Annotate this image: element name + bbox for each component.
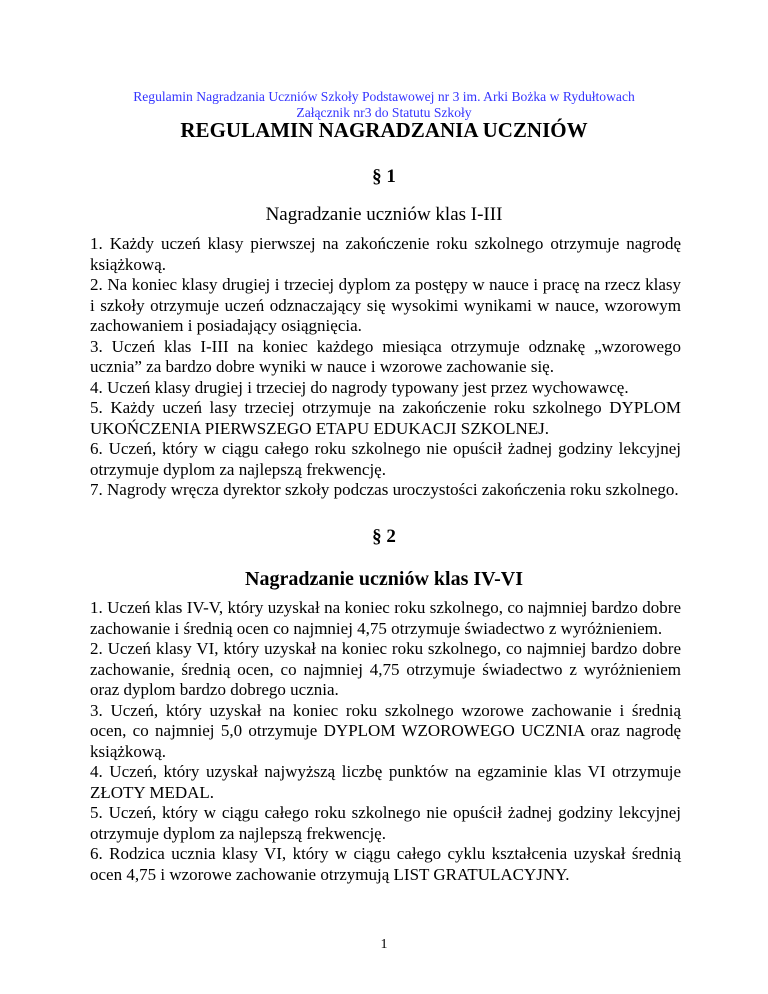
list-item: 5. Każdy uczeń lasy trzeciej otrzymuje na zakończenie roku szkolnego DYPLOM UKOŃCZENIA PIERWSZEGO ETAPU EDUKACJI SZKOLNEJ. <box>90 398 681 438</box>
section-1-heading: Nagradzanie uczniów klas I-III <box>265 204 503 225</box>
section-1-mark: § 1 <box>372 166 396 187</box>
list-item: 1. Każdy uczeń klasy pierwszej na zakończenie roku szkolnego otrzymuje nagrodę książkową. <box>90 234 681 274</box>
list-item: 3. Uczeń, który uzyskał na koniec roku szkolnego wzorowe zachowanie i średnią ocen, co najmniej 5,0 otrzymuje DYPLOM WZOROWEGO UCZNIA oraz nagrodę książkową. <box>90 700 681 761</box>
list-item: 3. Uczeń klas I-III na koniec każdego miesiąca otrzymuje odznakę „wzorowego ucznia” za bardzo dobre wyniki w nauce i wzorowe zachowanie się. <box>90 336 681 376</box>
list-item: 4. Uczeń, który uzyskał najwyższą liczbę punktów na egzaminie klas VI otrzymuje ZŁOTY MEDAL. <box>90 762 681 802</box>
running-header-line-2: Załącznik nr3 do Statutu Szkoły <box>296 105 472 120</box>
page-number: 1 <box>380 937 388 952</box>
section-2-mark: § 2 <box>372 526 396 547</box>
list-item: 4. Uczeń klasy drugiej i trzeciej do nagrody typowany jest przez wychowawcę. <box>90 377 629 397</box>
list-item: 6. Rodzica ucznia klasy VI, który w ciągu całego cyklu kształcenia uzyskał średnią ocen 4,75 i wzorowe zachowanie otrzymują LIST GRATULACYJNY. <box>90 844 681 884</box>
running-header-line-1: Regulamin Nagradzania Uczniów Szkoły Podstawowej nr 3 im. Arki Bożka w Rydułtowach <box>133 89 635 104</box>
document-title: REGULAMIN NAGRADZANIA UCZNIÓW <box>180 118 588 142</box>
list-item: 1. Uczeń klas IV-V, który uzyskał na koniec roku szkolnego, co najmniej bardzo dobre zachowanie i średnią ocen co najmniej 4,75 otrzymuje świadectwo z wyróżnieniem. <box>90 598 681 638</box>
section-2-heading: Nagradzanie uczniów klas IV-VI <box>245 568 523 590</box>
list-item: 2. Na koniec klasy drugiej i trzeciej dyplom za postępy w nauce i pracę na rzecz klasy i szkoły otrzymuje uczeń odznaczający się wysokimi wynikami w nauce, wzorowym zachowaniem i posiadający osiągnięcia. <box>90 275 681 335</box>
list-item: 7. Nagrody wręcza dyrektor szkoły podczas uroczystości zakończenia roku szkolnego. <box>90 480 679 499</box>
list-item: 5. Uczeń, który w ciągu całego roku szkolnego nie opuścił żadnej godziny lekcyjnej otrzymuje dyplom za najlepszą frekwencję. <box>90 803 681 843</box>
section-2-items <box>90 598 681 885</box>
section-1-items <box>90 234 681 501</box>
list-item: 6. Uczeń, który w ciągu całego roku szkolnego nie opuścił żadnej godziny lekcyjnej otrzymuje dyplom za najlepszą frekwencję. <box>90 439 681 479</box>
list-item: 2. Uczeń klasy VI, który uzyskał na koniec roku szkolnego, co najmniej bardzo dobre zachowanie, średnią ocen, co najmniej 4,75 otrzymuje świadectwo z wyróżnieniem oraz dyplom bardzo dobrego ucznia. <box>90 639 681 699</box>
